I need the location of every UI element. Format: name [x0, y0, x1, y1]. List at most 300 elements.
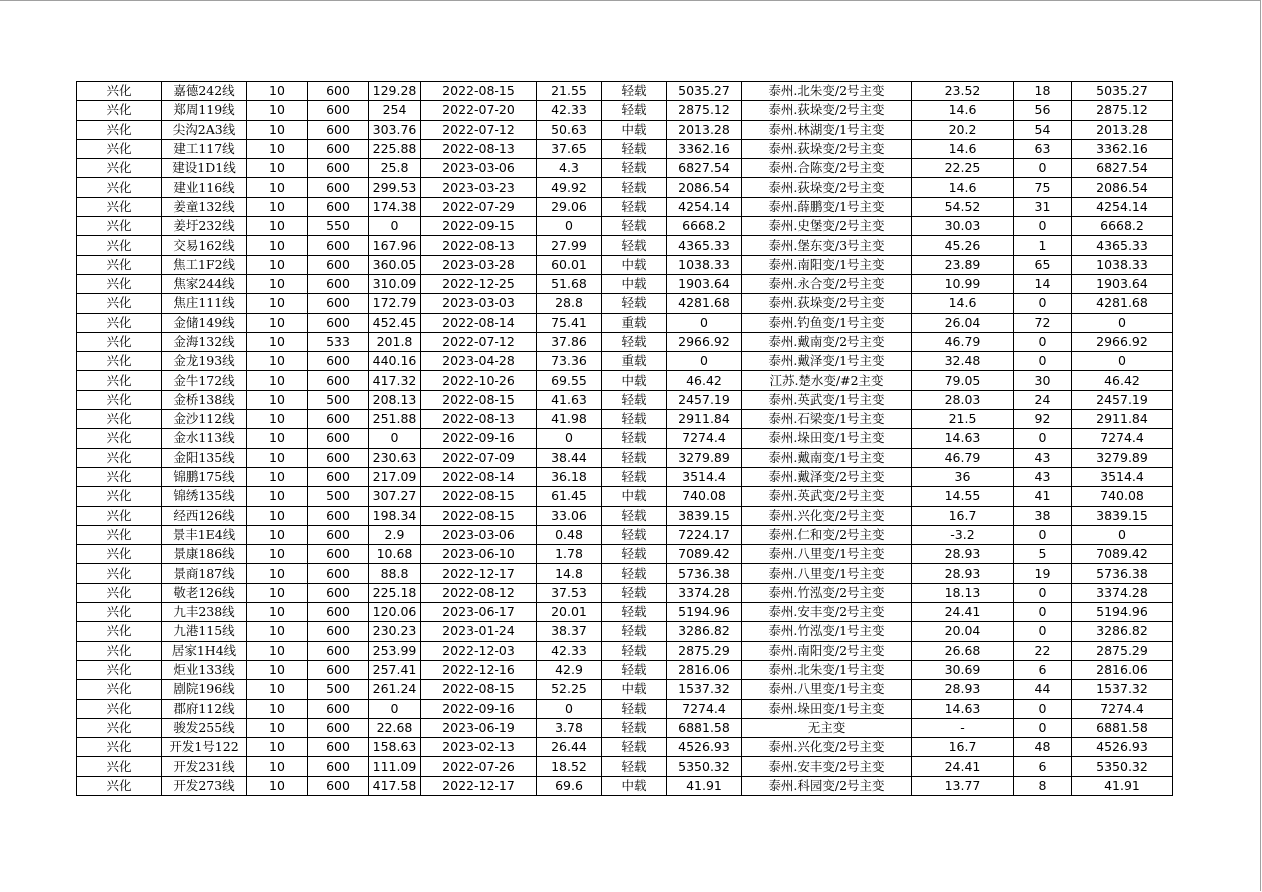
table-cell: 4.3	[537, 159, 602, 178]
table-cell: 泰州.永合变/2号主变	[742, 274, 912, 293]
table-cell: 轻载	[602, 410, 667, 429]
table-cell: 泰州.荻垛变/2号主变	[742, 294, 912, 313]
table-cell: 2022-08-13	[421, 410, 537, 429]
table-cell: 兴化	[77, 564, 162, 583]
table-cell: 3374.28	[1072, 583, 1173, 602]
table-cell: 泰州.荻垛变/2号主变	[742, 139, 912, 158]
table-cell: 28.93	[912, 564, 1014, 583]
table-cell: 600	[308, 178, 369, 197]
table-cell: 417.32	[369, 371, 421, 390]
table-cell: 轻载	[602, 545, 667, 564]
table-cell: 泰州.石梁变/1号主变	[742, 410, 912, 429]
table-cell: 泰州.兴化变/2号主变	[742, 506, 912, 525]
table-cell: 61.45	[537, 487, 602, 506]
table-cell: 2966.92	[667, 332, 742, 351]
table-cell: 2022-07-12	[421, 332, 537, 351]
table-cell: 10	[247, 718, 308, 737]
table-cell: 14.55	[912, 487, 1014, 506]
table-cell: 兴化	[77, 82, 162, 101]
table-cell: 14.8	[537, 564, 602, 583]
table-row	[77, 390, 1173, 409]
table-cell: 253.99	[369, 641, 421, 660]
table-cell: 299.53	[369, 178, 421, 197]
table-cell: 5350.32	[667, 757, 742, 776]
table-row	[77, 159, 1173, 178]
table-cell: 泰州.竹泓变/2号主变	[742, 583, 912, 602]
table-cell: 九港115线	[162, 622, 247, 641]
table-cell: 42.33	[537, 641, 602, 660]
table-cell: 4365.33	[1072, 236, 1173, 255]
table-cell: 54	[1014, 120, 1072, 139]
table-cell: 泰州.八里变/1号主变	[742, 680, 912, 699]
table-cell: 172.79	[369, 294, 421, 313]
table-cell: 452.45	[369, 313, 421, 332]
table-cell: 208.13	[369, 390, 421, 409]
table-cell: 兴化	[77, 313, 162, 332]
table-cell: 36.18	[537, 467, 602, 486]
table-cell: 158.63	[369, 738, 421, 757]
table-cell: 轻载	[602, 467, 667, 486]
table-cell: 5035.27	[667, 82, 742, 101]
table-cell: 10	[247, 738, 308, 757]
table-cell: 经西126线	[162, 506, 247, 525]
table-cell: 1.78	[537, 545, 602, 564]
table-cell: 轻载	[602, 159, 667, 178]
table-row	[77, 217, 1173, 236]
table-cell: 600	[308, 139, 369, 158]
table-cell: 2022-08-15	[421, 506, 537, 525]
table-cell: 泰州.英武变/2号主变	[742, 487, 912, 506]
table-cell: 轻载	[602, 641, 667, 660]
table-cell: 201.8	[369, 332, 421, 351]
table-cell: 兴化	[77, 410, 162, 429]
table-cell: 5	[1014, 545, 1072, 564]
table-cell: 310.09	[369, 274, 421, 293]
table-row	[77, 352, 1173, 371]
table-cell: 2022-08-14	[421, 467, 537, 486]
table-cell: 2023-03-23	[421, 178, 537, 197]
table-row	[77, 699, 1173, 718]
table-cell: 600	[308, 410, 369, 429]
table-row	[77, 429, 1173, 448]
table-cell: 51.68	[537, 274, 602, 293]
table-cell: 金龙193线	[162, 352, 247, 371]
table-cell: 兴化	[77, 101, 162, 120]
table-cell: 44	[1014, 680, 1072, 699]
table-cell: 轻载	[602, 448, 667, 467]
table-cell: 泰州.戴南变/1号主变	[742, 448, 912, 467]
table-row	[77, 660, 1173, 679]
table-cell: 251.88	[369, 410, 421, 429]
table-cell: 轻载	[602, 82, 667, 101]
table-cell: 兴化	[77, 525, 162, 544]
table-cell: 0	[369, 699, 421, 718]
table-cell: 兴化	[77, 371, 162, 390]
table-row	[77, 738, 1173, 757]
table-cell: 18	[1014, 82, 1072, 101]
table-cell: 10	[247, 545, 308, 564]
table-cell: 600	[308, 660, 369, 679]
table-cell: 14.6	[912, 101, 1014, 120]
table-cell: 兴化	[77, 390, 162, 409]
table-cell: 167.96	[369, 236, 421, 255]
table-cell: 10	[247, 197, 308, 216]
table-cell: 46.79	[912, 332, 1014, 351]
table-cell: 2911.84	[1072, 410, 1173, 429]
table-cell: 泰州.仁和变/2号主变	[742, 525, 912, 544]
table-cell: 2816.06	[667, 660, 742, 679]
table-row	[77, 487, 1173, 506]
table-cell: 景商187线	[162, 564, 247, 583]
table-cell: 303.76	[369, 120, 421, 139]
table-cell: 2022-08-15	[421, 487, 537, 506]
table-cell: 金水113线	[162, 429, 247, 448]
table-cell: 120.06	[369, 603, 421, 622]
table-cell: 41.98	[537, 410, 602, 429]
table-cell: 兴化	[77, 332, 162, 351]
table-cell: 2013.28	[667, 120, 742, 139]
table-cell: 79.05	[912, 371, 1014, 390]
table-cell: 600	[308, 236, 369, 255]
table-cell: 轻载	[602, 390, 667, 409]
table-cell: 10	[247, 274, 308, 293]
table-cell: 10	[247, 120, 308, 139]
table-cell: 600	[308, 641, 369, 660]
table-cell: 郡府112线	[162, 699, 247, 718]
table-cell: 38.37	[537, 622, 602, 641]
table-cell: 7274.4	[667, 429, 742, 448]
table-cell: 泰州.荻垛变/2号主变	[742, 101, 912, 120]
table-cell: 10	[247, 410, 308, 429]
table-cell: 69.55	[537, 371, 602, 390]
table-cell: 6881.58	[1072, 718, 1173, 737]
table-cell: 50.63	[537, 120, 602, 139]
table-cell: 19	[1014, 564, 1072, 583]
table-cell: 217.09	[369, 467, 421, 486]
table-cell: 轻载	[602, 757, 667, 776]
table-cell: 360.05	[369, 255, 421, 274]
table-cell: 230.63	[369, 448, 421, 467]
table-cell: 21.55	[537, 82, 602, 101]
table-cell: 30.03	[912, 217, 1014, 236]
table-cell: 兴化	[77, 429, 162, 448]
table-cell: 0.48	[537, 525, 602, 544]
table-cell: 泰州.荻垛变/2号主变	[742, 178, 912, 197]
table-cell: 泰州.戴泽变/2号主变	[742, 467, 912, 486]
table-cell: 泰州.北朱变/2号主变	[742, 82, 912, 101]
table-cell: 泰州.科园变/2号主变	[742, 776, 912, 795]
table-row	[77, 448, 1173, 467]
table-cell: 兴化	[77, 718, 162, 737]
table-cell: 46.79	[912, 448, 1014, 467]
table-row	[77, 603, 1173, 622]
table-cell: 泰州.竹泓变/1号主变	[742, 622, 912, 641]
table-cell: 2022-12-03	[421, 641, 537, 660]
table-cell: 3362.16	[1072, 139, 1173, 158]
table-cell: 0	[1014, 429, 1072, 448]
table-cell: 兴化	[77, 236, 162, 255]
table-cell: 36	[912, 467, 1014, 486]
table-cell: 500	[308, 680, 369, 699]
table-cell: 10	[247, 82, 308, 101]
table-cell: 600	[308, 352, 369, 371]
table-cell: 兴化	[77, 294, 162, 313]
table-cell: 10	[247, 660, 308, 679]
table-cell: 2022-08-15	[421, 680, 537, 699]
table-cell: 轻载	[602, 429, 667, 448]
table-cell: 2457.19	[667, 390, 742, 409]
table-row	[77, 197, 1173, 216]
table-cell: 111.09	[369, 757, 421, 776]
table-cell: 轻载	[602, 622, 667, 641]
table-cell: 600	[308, 467, 369, 486]
table-cell: 600	[308, 429, 369, 448]
table-cell: 3839.15	[667, 506, 742, 525]
table-cell: 0	[1072, 525, 1173, 544]
table-cell: 2023-03-06	[421, 159, 537, 178]
table-cell: 0	[1072, 313, 1173, 332]
table-cell: 75	[1014, 178, 1072, 197]
table-cell: 20.01	[537, 603, 602, 622]
table-cell: 2022-12-25	[421, 274, 537, 293]
table-cell: 2023-03-03	[421, 294, 537, 313]
table-row	[77, 371, 1173, 390]
table-cell: 10	[247, 641, 308, 660]
table-cell: 14.6	[912, 294, 1014, 313]
table-cell: 泰州.八里变/1号主变	[742, 545, 912, 564]
table-cell: 600	[308, 506, 369, 525]
table-cell: 10	[247, 487, 308, 506]
table-cell: 56	[1014, 101, 1072, 120]
table-cell: 10	[247, 525, 308, 544]
table-cell: 泰州.南阳变/2号主变	[742, 641, 912, 660]
table-cell: 2022-08-15	[421, 390, 537, 409]
table-cell: 32.48	[912, 352, 1014, 371]
table-cell: 600	[308, 699, 369, 718]
table-cell: 轻载	[602, 217, 667, 236]
table-cell: 43	[1014, 467, 1072, 486]
table-cell: 5736.38	[1072, 564, 1173, 583]
table-cell: -	[912, 718, 1014, 737]
table-cell: 24.41	[912, 603, 1014, 622]
table-cell: 26.44	[537, 738, 602, 757]
table-cell: 景康186线	[162, 545, 247, 564]
table-row	[77, 506, 1173, 525]
table-cell: 嘉德242线	[162, 82, 247, 101]
table-cell: 0	[1014, 352, 1072, 371]
table-cell: 10	[247, 603, 308, 622]
table-cell: 4281.68	[1072, 294, 1173, 313]
table-cell: 2022-07-29	[421, 197, 537, 216]
table-cell: 泰州.安丰变/2号主变	[742, 757, 912, 776]
table-cell: 600	[308, 545, 369, 564]
table-cell: 敬老126线	[162, 583, 247, 602]
table-cell: 焦家244线	[162, 274, 247, 293]
table-cell: 兴化	[77, 699, 162, 718]
table-cell: 4365.33	[667, 236, 742, 255]
table-cell: 3286.82	[1072, 622, 1173, 641]
table-cell: 居家1H4线	[162, 641, 247, 660]
table-cell: 8	[1014, 776, 1072, 795]
table-cell: 10	[247, 506, 308, 525]
table-cell: 41	[1014, 487, 1072, 506]
table-cell: 0	[1014, 159, 1072, 178]
table-cell: 中载	[602, 371, 667, 390]
table-cell: 4254.14	[667, 197, 742, 216]
table-cell: 兴化	[77, 776, 162, 795]
table-cell: 3839.15	[1072, 506, 1173, 525]
table-row	[77, 120, 1173, 139]
table-cell: 5350.32	[1072, 757, 1173, 776]
table-cell: 无主变	[742, 718, 912, 737]
table-cell: 轻载	[602, 197, 667, 216]
table-cell: 261.24	[369, 680, 421, 699]
table-cell: 郑周119线	[162, 101, 247, 120]
table-cell: 7224.17	[667, 525, 742, 544]
table-cell: 60.01	[537, 255, 602, 274]
table-cell: 22	[1014, 641, 1072, 660]
table-cell: 5736.38	[667, 564, 742, 583]
table-row	[77, 718, 1173, 737]
table-cell: 1903.64	[667, 274, 742, 293]
table-cell: 兴化	[77, 467, 162, 486]
table-cell: 7089.42	[667, 545, 742, 564]
table-cell: 600	[308, 448, 369, 467]
table-cell: 10	[247, 622, 308, 641]
table-cell: 54.52	[912, 197, 1014, 216]
table-cell: 46.42	[1072, 371, 1173, 390]
table-cell: 0	[369, 217, 421, 236]
table-cell: 500	[308, 390, 369, 409]
table-cell: 26.04	[912, 313, 1014, 332]
table-cell: 6668.2	[1072, 217, 1173, 236]
table-cell: 兴化	[77, 660, 162, 679]
table-cell: 2022-12-17	[421, 776, 537, 795]
table-cell: 740.08	[1072, 487, 1173, 506]
table-cell: 轻载	[602, 506, 667, 525]
table-cell: 29.06	[537, 197, 602, 216]
table-cell: 10.68	[369, 545, 421, 564]
table-row	[77, 236, 1173, 255]
table-cell: 10	[247, 159, 308, 178]
table-cell: 兴化	[77, 738, 162, 757]
table-cell: 泰州.垛田变/1号主变	[742, 699, 912, 718]
table-cell: 轻载	[602, 738, 667, 757]
table-cell: 45.26	[912, 236, 1014, 255]
table-cell: 0	[1014, 332, 1072, 351]
table-cell: 307.27	[369, 487, 421, 506]
table-cell: 泰州.北朱变/1号主变	[742, 660, 912, 679]
table-cell: 6827.54	[667, 159, 742, 178]
table-cell: 中载	[602, 776, 667, 795]
table-cell: 5194.96	[667, 603, 742, 622]
table-cell: 2022-08-13	[421, 139, 537, 158]
table-cell: 26.68	[912, 641, 1014, 660]
table-cell: 2013.28	[1072, 120, 1173, 139]
table-cell: 4526.93	[667, 738, 742, 757]
table-row	[77, 332, 1173, 351]
table-cell: 46.42	[667, 371, 742, 390]
table-row	[77, 410, 1173, 429]
table-cell: 2086.54	[1072, 178, 1173, 197]
table-row	[77, 139, 1173, 158]
table-cell: 3.78	[537, 718, 602, 737]
table-cell: 泰州.八里变/1号主变	[742, 564, 912, 583]
table-cell: 10	[247, 101, 308, 120]
table-cell: 230.23	[369, 622, 421, 641]
table-cell: -3.2	[912, 525, 1014, 544]
table-cell: 30.69	[912, 660, 1014, 679]
table-cell: 41.91	[1072, 776, 1173, 795]
table-cell: 14.63	[912, 429, 1014, 448]
table-cell: 14.6	[912, 139, 1014, 158]
table-cell: 417.58	[369, 776, 421, 795]
table-cell: 2022-12-17	[421, 564, 537, 583]
table-cell: 中载	[602, 274, 667, 293]
table-cell: 金海132线	[162, 332, 247, 351]
table-cell: 尖沟2A3线	[162, 120, 247, 139]
table-cell: 65	[1014, 255, 1072, 274]
table-row	[77, 680, 1173, 699]
table-cell: 江苏.楚水变/#2主变	[742, 371, 912, 390]
table-cell: 1903.64	[1072, 274, 1173, 293]
table-cell: 72	[1014, 313, 1072, 332]
table-cell: 2022-09-16	[421, 699, 537, 718]
table-cell: 0	[1014, 525, 1072, 544]
table-cell: 2022-08-13	[421, 236, 537, 255]
table-cell: 2875.29	[1072, 641, 1173, 660]
data-table	[76, 81, 1173, 796]
table-cell: 2022-10-26	[421, 371, 537, 390]
table-cell: 兴化	[77, 120, 162, 139]
table-cell: 7274.4	[667, 699, 742, 718]
table-row	[77, 545, 1173, 564]
table-cell: 0	[537, 699, 602, 718]
table-cell: 42.9	[537, 660, 602, 679]
table-cell: 600	[308, 159, 369, 178]
table-cell: 600	[308, 313, 369, 332]
table-cell: 7274.4	[1072, 699, 1173, 718]
table-cell: 兴化	[77, 622, 162, 641]
table-cell: 2023-02-13	[421, 738, 537, 757]
table-cell: 2023-01-24	[421, 622, 537, 641]
table-cell: 254	[369, 101, 421, 120]
table-cell: 轻载	[602, 139, 667, 158]
table-cell: 2022-07-26	[421, 757, 537, 776]
table-cell: 4281.68	[667, 294, 742, 313]
table-cell: 63	[1014, 139, 1072, 158]
table-cell: 2022-07-12	[421, 120, 537, 139]
table-cell: 4254.14	[1072, 197, 1173, 216]
table-cell: 10	[247, 680, 308, 699]
table-cell: 兴化	[77, 159, 162, 178]
table-cell: 开发273线	[162, 776, 247, 795]
table-cell: 10	[247, 217, 308, 236]
table-cell: 泰州.兴化变/2号主变	[742, 738, 912, 757]
table-cell: 0	[1072, 352, 1173, 371]
table-cell: 2023-03-28	[421, 255, 537, 274]
table-cell: 3514.4	[667, 467, 742, 486]
table-cell: 37.53	[537, 583, 602, 602]
table-cell: 600	[308, 564, 369, 583]
table-cell: 37.86	[537, 332, 602, 351]
table-cell: 28.03	[912, 390, 1014, 409]
table-cell: 3279.89	[667, 448, 742, 467]
table-cell: 257.41	[369, 660, 421, 679]
table-cell: 600	[308, 371, 369, 390]
table-cell: 129.28	[369, 82, 421, 101]
table-cell: 兴化	[77, 448, 162, 467]
